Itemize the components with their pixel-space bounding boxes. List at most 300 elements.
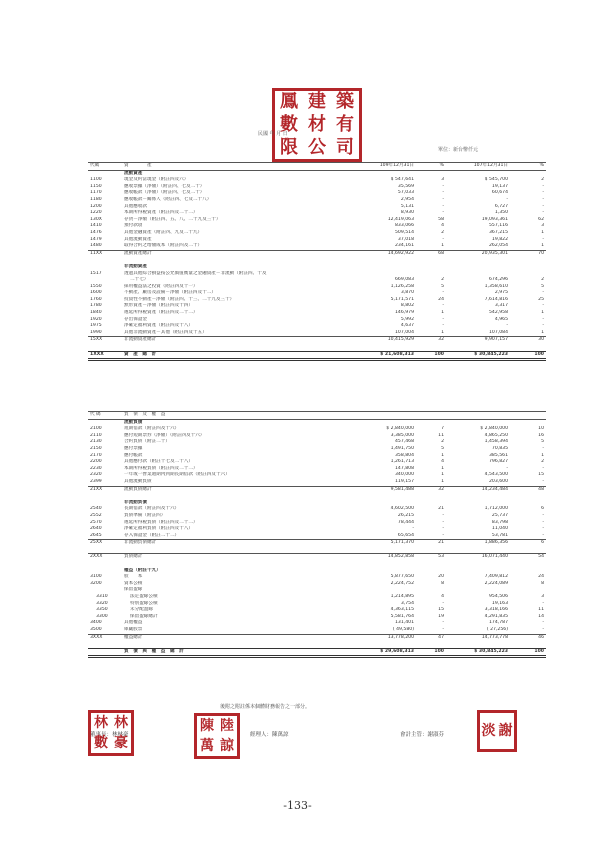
liab-p1-cell: 53 bbox=[416, 554, 446, 561]
liab-p2-cell bbox=[510, 641, 546, 648]
liab-a2-cell: 19,163 bbox=[491, 600, 508, 606]
footer-note: 後附之附註係本個體財務報告之一部分。 bbox=[220, 704, 311, 710]
asset-a1-cell: 2,954 bbox=[400, 196, 414, 202]
liab-code-cell bbox=[88, 561, 122, 568]
asset-code-cell: 1479 bbox=[90, 236, 102, 242]
liab-code-cell: 2170 bbox=[90, 452, 102, 458]
asset-a2-cell: 7,614,816 bbox=[484, 296, 508, 302]
asset-a1-cell: 8,802 bbox=[400, 303, 414, 309]
liab-p2-cell: 5 bbox=[541, 439, 544, 445]
asset-item-cell: 非流動資產總計 bbox=[122, 337, 362, 344]
liab-code-cell bbox=[88, 587, 122, 594]
asset-a2-cell: $ 545,700 bbox=[484, 177, 508, 183]
liab-code-cell: 3100 bbox=[90, 574, 102, 580]
liab-a2-cell bbox=[446, 641, 510, 648]
liab-a2-cell: 1,886,356 bbox=[446, 540, 510, 547]
liab-item-cell bbox=[122, 641, 362, 648]
liab-row bbox=[88, 561, 546, 568]
company-seal-icon bbox=[272, 88, 362, 162]
asset-a2-cell bbox=[446, 271, 510, 278]
asset-item-cell: 其他應收款 bbox=[124, 203, 147, 209]
seal-glyph: 公 bbox=[308, 136, 326, 158]
liab-code-cell: 25XX bbox=[88, 540, 122, 547]
liab-row bbox=[88, 574, 546, 581]
liab-p2-cell bbox=[510, 419, 546, 426]
liab-a1-cell: ( 49,580) bbox=[392, 627, 414, 632]
seal-glyph: 司 bbox=[336, 136, 354, 158]
liab-a2-cell: ( 27,256) bbox=[486, 627, 508, 632]
liab-item-cell: 合約負債（附註二十） bbox=[124, 439, 170, 445]
asset-a1-cell: 14,692,922 bbox=[362, 250, 416, 257]
seal-glyph: 建 bbox=[308, 91, 326, 113]
asset-code-cell: 1410 bbox=[90, 223, 102, 229]
liab-p1-cell: 8 bbox=[441, 580, 444, 586]
asset-p2-cell: - bbox=[542, 203, 544, 209]
asset-p1-cell: 1 bbox=[441, 310, 444, 316]
seal-glyph: 林 bbox=[94, 715, 108, 731]
liab-row bbox=[88, 453, 546, 460]
liab-row bbox=[88, 439, 546, 446]
asset-a1-cell: 833,066 bbox=[395, 223, 414, 229]
chairman-signature: 董事長：林林豪 bbox=[90, 732, 129, 738]
page-number: -133- bbox=[283, 799, 312, 812]
asset-p1-cell: 2 bbox=[441, 277, 444, 283]
asset-a1-cell: 37,018 bbox=[397, 236, 414, 242]
liab-p2-cell: 3 bbox=[541, 594, 544, 600]
liab-p2-cell bbox=[510, 493, 546, 500]
liab-item-cell: 非流動負債 bbox=[124, 499, 147, 505]
manager-signature: 經理人：陳萬諒 bbox=[250, 732, 289, 738]
asset-row bbox=[88, 223, 546, 230]
liab-item-cell: 淨確定福利負債（附註四及十八） bbox=[124, 526, 193, 532]
liab-p2-cell: 24 bbox=[538, 574, 544, 580]
liab-p2-cell bbox=[510, 547, 546, 554]
asset-a2-cell: 4,965 bbox=[494, 316, 508, 322]
pct1-header: % bbox=[416, 163, 446, 171]
asset-p1-cell: - bbox=[442, 303, 444, 309]
asset-p2-cell bbox=[510, 271, 546, 278]
asset-row bbox=[88, 330, 546, 337]
year2-header: 107年12月31日 bbox=[446, 163, 510, 171]
liabilities-table bbox=[88, 411, 546, 658]
liab-row bbox=[88, 500, 546, 507]
liab-a2-cell bbox=[446, 547, 510, 554]
asset-item-cell: 現金及約當現金（附註四及六） bbox=[124, 177, 189, 183]
asset-a1-cell: 146,979 bbox=[395, 310, 414, 316]
liab-code-cell: 2540 bbox=[90, 506, 102, 512]
liab-a2-cell: 954,506 bbox=[489, 594, 508, 600]
liab-row bbox=[88, 426, 546, 433]
asset-a2-cell: 9,907,157 bbox=[446, 337, 510, 344]
asset-row bbox=[88, 230, 546, 237]
unit-label: 單位：新台幣仟元 bbox=[438, 147, 479, 153]
asset-p2-cell: - bbox=[542, 303, 544, 309]
asset-a1-cell bbox=[362, 271, 416, 278]
liab-a1-cell bbox=[362, 419, 416, 426]
asset-code-cell bbox=[88, 170, 122, 177]
liab-p1-cell: 1 bbox=[441, 472, 444, 478]
liab-item-cell: 流動負債 bbox=[124, 419, 143, 425]
liab-p1-cell: - bbox=[442, 532, 444, 538]
chairman-seal-icon bbox=[88, 710, 134, 756]
liab-code-cell: 2640 bbox=[90, 526, 102, 532]
liab-p1-cell: 21 bbox=[416, 540, 446, 547]
asset-a1-cell: $ 21,608,313 bbox=[362, 351, 416, 360]
liab-item-cell: 負債總計 bbox=[122, 554, 362, 561]
asset-item-cell: 存貨－淨額（附註四、五、八、二十九及三十） bbox=[124, 216, 221, 222]
liab-p2-cell: 16 bbox=[538, 432, 544, 438]
liab-p1-cell: 4 bbox=[441, 459, 444, 465]
liab-row bbox=[88, 533, 546, 540]
liab-p1-cell: - bbox=[442, 627, 444, 632]
liab-code-cell: 2570 bbox=[90, 519, 102, 525]
liab-code-cell bbox=[88, 641, 122, 648]
liab-a2-cell: - bbox=[506, 465, 508, 471]
seal-glyph: 有 bbox=[336, 113, 354, 135]
liab-code-cell: 2150 bbox=[90, 445, 102, 451]
asset-a2-cell: 3,317 bbox=[494, 303, 508, 309]
liab-p1-cell: 4 bbox=[441, 594, 444, 600]
liab-code-cell: 2552 bbox=[90, 512, 102, 518]
asset-a1-cell bbox=[362, 257, 416, 264]
liab-a1-cell: 5,877,650 bbox=[390, 574, 414, 580]
liab-a1-cell: 1,261,713 bbox=[390, 459, 414, 465]
asset-code-cell: 1990 bbox=[90, 329, 102, 335]
liab-p1-cell: - bbox=[442, 512, 444, 518]
asset-a2-cell: 107,084 bbox=[489, 329, 508, 335]
asset-code-cell: 1XXX bbox=[88, 351, 122, 360]
liab-a1-cell: 5,581,764 bbox=[390, 613, 414, 619]
asset-item-cell: 資 產 總 計 bbox=[122, 351, 362, 360]
liab-a1-cell: 13,778,200 bbox=[362, 634, 416, 641]
asset-p2-cell: 1 bbox=[541, 310, 544, 316]
liab-p2-cell: 100 bbox=[510, 648, 546, 657]
liab-code-cell: 3310 bbox=[96, 594, 108, 600]
liab-p1-cell: 32 bbox=[416, 486, 446, 493]
liab-p2-cell: 46 bbox=[510, 634, 546, 641]
statement-date-line: 民國 年 月 日 bbox=[258, 131, 288, 137]
liab-p2-cell: 54 bbox=[510, 554, 546, 561]
liab-row bbox=[88, 486, 546, 493]
liab-code-cell bbox=[88, 500, 122, 507]
liab-p1-cell: - bbox=[442, 600, 444, 606]
liab-item-cell: 未分配盈餘 bbox=[130, 607, 153, 613]
asset-item-cell: 淨確定福利資產（附註四及十八） bbox=[124, 323, 193, 329]
asset-row bbox=[88, 210, 546, 217]
asset-a1-cell: 8,930 bbox=[400, 210, 414, 216]
liab-a2-cell: 2,224,089 bbox=[484, 580, 508, 586]
pct2-header: % bbox=[510, 163, 546, 171]
liab-a1-cell: 5,171,370 bbox=[362, 540, 416, 547]
liab-a1-cell: 457,468 bbox=[395, 439, 414, 445]
liab-item-cell: 庫藏股票 bbox=[124, 627, 143, 632]
liab-a2-cell: 70,835 bbox=[491, 445, 508, 451]
asset-code-cell: 1170 bbox=[90, 190, 102, 196]
liab-p2-cell: 8 bbox=[541, 580, 544, 586]
asset-p1-cell: 1 bbox=[441, 329, 444, 335]
liab-a2-cell: 14,773,778 bbox=[446, 634, 510, 641]
asset-a1-cell: 35,569 bbox=[397, 183, 414, 189]
liab-a1-cell bbox=[362, 561, 416, 568]
liab-p2-cell: 15 bbox=[538, 472, 544, 478]
asset-row bbox=[88, 317, 546, 324]
asset-a1-cell: 669,083 bbox=[395, 277, 414, 283]
liab-a1-cell: 340,000 bbox=[395, 472, 414, 478]
asset-a2-cell: 262,054 bbox=[489, 243, 508, 249]
asset-code-cell: 1920 bbox=[90, 316, 102, 322]
liab-p2-cell bbox=[510, 587, 546, 594]
liab-code-cell bbox=[88, 648, 122, 657]
asset-code-cell: 1517 bbox=[90, 270, 102, 276]
asset-code-cell bbox=[88, 257, 122, 264]
liab-row bbox=[88, 554, 546, 561]
asset-a1-cell: 234,161 bbox=[395, 243, 414, 249]
liab-a2-cell: 83,798 bbox=[491, 519, 508, 525]
liab-a2-cell: 203,600 bbox=[489, 478, 508, 484]
asset-a1-cell: 107,004 bbox=[395, 329, 414, 335]
liab-a1-cell: 119,157 bbox=[395, 478, 414, 484]
liab-p2-cell: - bbox=[542, 600, 544, 606]
asset-a2-cell: 1,350 bbox=[494, 210, 508, 216]
asset-item-cell: 取得合約之增額成本（附註四及二十） bbox=[124, 243, 203, 249]
liab-p2-cell: 48 bbox=[510, 486, 546, 493]
liabilities-header-row bbox=[88, 412, 546, 420]
asset-a2-cell: 542,958 bbox=[489, 310, 508, 316]
asset-p1-cell bbox=[416, 271, 446, 278]
liab-item-cell: 權益（附註十九） bbox=[124, 567, 161, 573]
liab-p1-cell: 11 bbox=[438, 432, 444, 438]
asset-a1-cell: 10,415,929 bbox=[362, 337, 416, 344]
liab-item-cell: 權益總計 bbox=[122, 634, 362, 641]
asset-a1-cell: 5,171,571 bbox=[390, 296, 414, 302]
seal-glyph: 陳 bbox=[200, 718, 214, 734]
liab-a2-cell bbox=[446, 493, 510, 500]
liab-code-cell bbox=[88, 419, 122, 426]
liab-code-cell: 2320 bbox=[90, 472, 102, 478]
asset-p1-cell: - bbox=[442, 183, 444, 189]
asset-row bbox=[88, 303, 546, 310]
liab-code-cell: 3320 bbox=[96, 600, 108, 606]
liab-item-cell: 負 債 與 權 益 總 計 bbox=[122, 648, 362, 657]
liab-a2-cell: 385,561 bbox=[489, 452, 508, 458]
liab-a1-cell: 26,215 bbox=[397, 512, 414, 518]
liab-item-cell: 其他權益 bbox=[124, 620, 143, 626]
asset-code-cell: 1760 bbox=[90, 296, 102, 302]
asset-code-cell: 130X bbox=[90, 216, 102, 222]
asset-a1-cell: 5,131 bbox=[400, 203, 414, 209]
liab-item-cell: 資本公積 bbox=[124, 580, 143, 586]
asset-item-cell: 應收帳款－關係人（附註四、七及二十八） bbox=[124, 196, 212, 202]
asset-item-cell: 採用權益法之投資（附註四及十一） bbox=[124, 283, 198, 289]
asset-p1-cell: 58 bbox=[438, 216, 444, 222]
asset-p2-cell bbox=[510, 257, 546, 264]
liab-item-cell: 一年或一營業週期內到期長期借款（附註四及十六） bbox=[124, 472, 230, 478]
liab-p1-cell bbox=[416, 500, 446, 507]
liab-p1-cell: 19 bbox=[438, 613, 444, 619]
liab-a1-cell: 3,385,000 bbox=[390, 432, 414, 438]
liab-item-cell: 負債準備（附註四） bbox=[124, 512, 166, 518]
asset-row bbox=[88, 337, 546, 344]
asset-item-cell: 預付款項 bbox=[124, 223, 143, 229]
liab-item-cell: 長期借款（附註四及十六） bbox=[124, 506, 180, 512]
liab-a1-cell: 1,491,750 bbox=[390, 445, 414, 451]
liab-row bbox=[88, 446, 546, 453]
liab-row bbox=[88, 568, 546, 575]
asset-a1-cell: 12,419,063 bbox=[387, 216, 414, 222]
liab-row bbox=[88, 607, 546, 614]
liab-item-cell: 應付帳款 bbox=[124, 452, 143, 458]
seal-glyph: 謝 bbox=[498, 723, 513, 739]
asset-code-cell: 1100 bbox=[90, 177, 102, 183]
liab-a1-cell bbox=[362, 500, 416, 507]
asset-p1-cell: - bbox=[442, 290, 444, 296]
liab-a2-cell: 4,543,500 bbox=[484, 472, 508, 478]
liab-code-cell: 2399 bbox=[90, 478, 102, 484]
asset-a1-cell: 509,514 bbox=[395, 229, 414, 235]
liab-p1-cell: 47 bbox=[416, 634, 446, 641]
liab-p2-cell bbox=[510, 561, 546, 568]
asset-code-cell: 1840 bbox=[90, 310, 102, 316]
liab-p1-cell bbox=[416, 547, 446, 554]
liab-a2-cell: 7,409,812 bbox=[484, 574, 508, 580]
liab-row bbox=[88, 620, 546, 627]
asset-row bbox=[88, 177, 546, 184]
asset-code-cell: 1180 bbox=[90, 196, 102, 202]
liab-row bbox=[88, 594, 546, 601]
asset-code-cell: 15XX bbox=[88, 337, 122, 344]
liab-p1-cell bbox=[416, 419, 446, 426]
manager-seal-icon bbox=[194, 713, 240, 759]
asset-p1-cell: 3 bbox=[441, 177, 444, 183]
asset-a2-cell: 19,137 bbox=[491, 183, 508, 189]
asset-row bbox=[88, 204, 546, 211]
liab-row bbox=[88, 581, 546, 588]
liab-p1-cell bbox=[416, 568, 446, 575]
liab-a1-cell bbox=[362, 587, 416, 594]
asset-a1-cell bbox=[362, 344, 416, 351]
liab-p2-cell: - bbox=[542, 512, 544, 518]
liab-row bbox=[88, 601, 546, 608]
liab-a1-cell: 78,444 bbox=[397, 519, 414, 525]
asset-code-cell: 1220 bbox=[90, 210, 102, 216]
liab-item-cell: 特別盈餘公積 bbox=[130, 600, 158, 606]
liab-a1-cell: 4,363,115 bbox=[390, 607, 414, 613]
liab-a2-cell: 14,234,484 bbox=[446, 486, 510, 493]
liab-row bbox=[88, 547, 546, 554]
liab-a1-cell: 3,754 bbox=[400, 600, 414, 606]
liab-row bbox=[88, 479, 546, 486]
liab-a2-cell: $ 30,845,223 bbox=[446, 648, 510, 657]
liab-row bbox=[88, 641, 546, 648]
asset-p2-cell bbox=[510, 344, 546, 351]
liab-code-cell bbox=[88, 568, 122, 575]
liab-p2-cell: - bbox=[542, 620, 544, 626]
asset-p1-cell: 32 bbox=[416, 337, 446, 344]
liab-p2-cell: 10 bbox=[538, 426, 544, 432]
liab-p2-cell: - bbox=[542, 478, 544, 484]
asset-p2-cell: - bbox=[542, 183, 544, 189]
seal-glyph: 數 bbox=[280, 113, 298, 135]
liab-a1-cell: $ 2,840,000 bbox=[386, 426, 414, 432]
liab-p2-cell: 2 bbox=[541, 459, 544, 465]
liab-item-cell: 保留盈餘 bbox=[124, 587, 143, 593]
liabilities-body bbox=[88, 419, 546, 657]
asset-p1-cell: 2 bbox=[441, 229, 444, 235]
seal-glyph: 鳳 bbox=[280, 91, 298, 113]
liab-item-cell: 短期借款（附註四及十六） bbox=[124, 426, 180, 432]
asset-row bbox=[88, 344, 546, 351]
liab-p2-cell: 1 bbox=[541, 452, 544, 458]
asset-row bbox=[88, 284, 546, 291]
liab-p1-cell bbox=[416, 587, 446, 594]
asset-row bbox=[88, 310, 546, 317]
liab-p1-cell bbox=[416, 561, 446, 568]
liab-code-cell: 2100 bbox=[90, 426, 102, 432]
liab-p1-cell: 2 bbox=[441, 439, 444, 445]
liab-a2-cell: 16,071,440 bbox=[446, 554, 510, 561]
asset-a1-cell: 57,033 bbox=[397, 190, 414, 196]
asset-p1-cell: - bbox=[442, 323, 444, 329]
asset-a2-cell: 1,358,610 bbox=[484, 283, 508, 289]
asset-p2-cell bbox=[510, 170, 546, 177]
liab-row bbox=[88, 466, 546, 473]
asset-a2-cell: 367,215 bbox=[489, 229, 508, 235]
asset-a2-cell: $ 30,845,223 bbox=[446, 351, 510, 360]
liab-code-cell: 3400 bbox=[90, 620, 102, 626]
asset-code-cell: 1975 bbox=[90, 323, 102, 329]
liab-p1-cell: 5 bbox=[441, 445, 444, 451]
asset-a2-cell: 6,727 bbox=[494, 203, 508, 209]
liab-item-cell: 非流動負債總計 bbox=[122, 540, 362, 547]
liab-item-cell: 應付票據 bbox=[124, 445, 143, 451]
asset-code-cell: 1550 bbox=[90, 283, 102, 289]
seal-glyph: 陸 bbox=[220, 718, 234, 734]
seal-glyph: 林 bbox=[114, 715, 128, 731]
liab-a1-cell: 147,808 bbox=[395, 465, 414, 471]
liab-a1-cell: 2,224,752 bbox=[390, 580, 414, 586]
asset-a2-cell: 60,674 bbox=[491, 190, 508, 196]
liab-item-cell bbox=[122, 493, 362, 500]
asset-p1-cell: - bbox=[442, 210, 444, 216]
asset-a2-cell: 19,093,361 bbox=[481, 216, 508, 222]
liab-code-cell: 3500 bbox=[90, 627, 102, 632]
accountant-signature: 會計主管：謝淑芬 bbox=[400, 732, 445, 738]
liab-a1-cell: 4,602,500 bbox=[390, 506, 414, 512]
accountant-seal-icon bbox=[477, 710, 517, 752]
asset-p2-cell: 70 bbox=[510, 250, 546, 257]
asset-row bbox=[88, 197, 546, 204]
liab-item-header: 負 債 及 權 益 bbox=[122, 412, 362, 420]
liab-code-cell bbox=[88, 547, 122, 554]
asset-p2-cell: - bbox=[542, 190, 544, 196]
asset-p2-cell: - bbox=[542, 323, 544, 329]
asset-row bbox=[88, 264, 546, 271]
asset-item-cell: 本期所得稅資產（附註四及二十二） bbox=[124, 210, 198, 216]
asset-p1-cell: 4 bbox=[441, 223, 444, 229]
asset-p2-cell: 2 bbox=[541, 277, 544, 283]
asset-item-cell: 存出保證金 bbox=[124, 316, 147, 322]
liab-p1-cell: 15 bbox=[438, 607, 444, 613]
asset-p2-cell: 100 bbox=[510, 351, 546, 360]
assets-header-row bbox=[88, 163, 546, 171]
asset-p2-cell: 30 bbox=[510, 337, 546, 344]
asset-p1-cell bbox=[416, 264, 446, 271]
asset-a2-cell bbox=[446, 257, 510, 264]
asset-a2-cell: - bbox=[506, 323, 508, 329]
asset-item-cell: 其他流動資產 bbox=[124, 236, 152, 242]
liab-a1-cell bbox=[362, 493, 416, 500]
liab-item-cell: 保留盈餘總計 bbox=[130, 613, 158, 619]
